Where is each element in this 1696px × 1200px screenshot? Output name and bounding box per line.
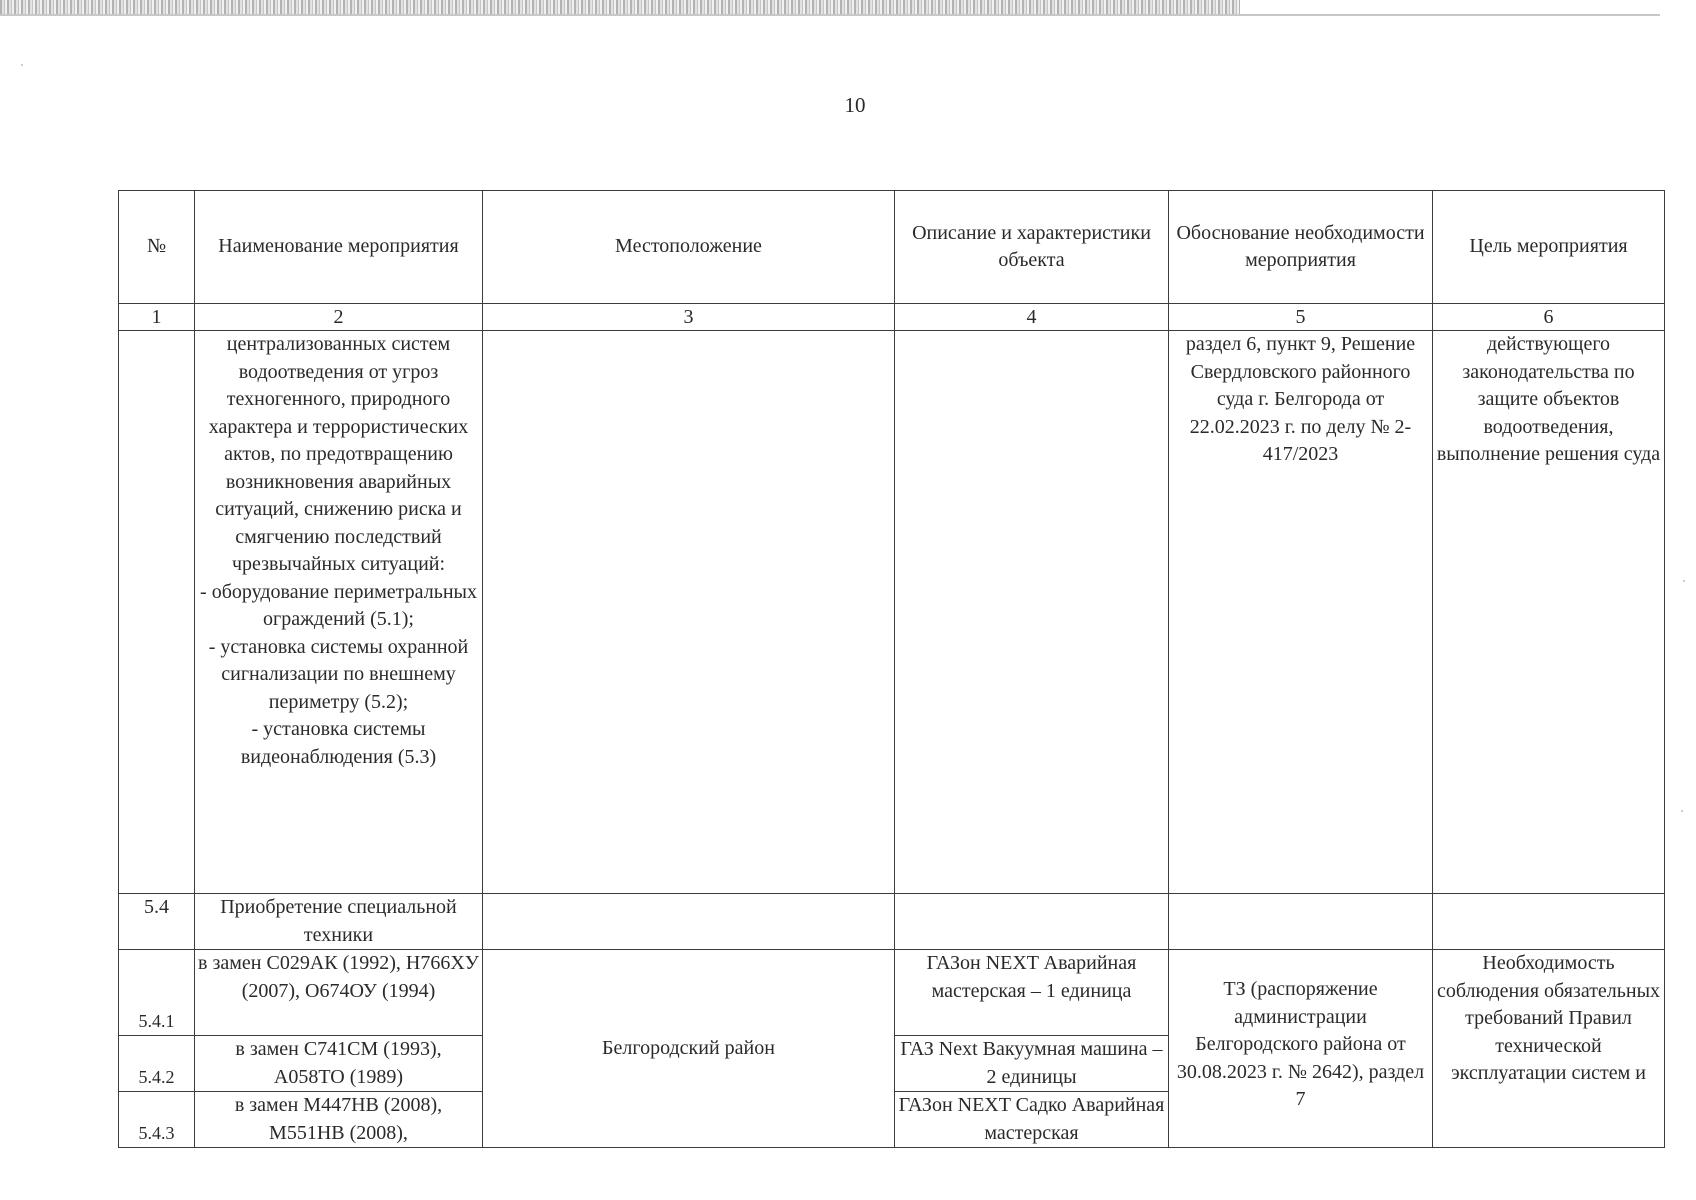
column-number: 2 (195, 304, 483, 331)
cell-justification: ТЗ (распоряжение администрации Белгородского района от 30.08.2023 г. № 2642), раздел 7 (1169, 950, 1433, 1148)
cell-justification-empty (1169, 894, 1433, 950)
cell-measure-name: в замен М447НВ (2008), М551НВ (2008), (195, 1092, 483, 1148)
column-number-row (119, 304, 1665, 331)
header-location: Местоположение (483, 191, 895, 304)
column-number: 1 (119, 304, 195, 331)
scan-artifact-strip (0, 0, 1240, 14)
cell-justification: раздел 6, пункт 9, Решение Свердловского районного суда г. Белгорода от 22.02.2023 г. по делу № 2-417/2023 (1169, 331, 1433, 894)
header-description: Описание и характеристики объекта (895, 191, 1169, 304)
cell-description-empty (895, 894, 1169, 950)
table-row (119, 950, 1665, 1036)
column-number: 4 (895, 304, 1169, 331)
scan-speck (1683, 580, 1685, 582)
cell-description: ГАЗ Next Вакуумная машина – 2 единицы (895, 1036, 1169, 1092)
cell-goal: действующего законодательства по защите объектов водоотведения, выполнение решения суда (1433, 331, 1665, 894)
measures-table (118, 190, 1665, 1148)
table-row (119, 331, 1665, 894)
cell-description-empty (895, 331, 1169, 894)
column-number: 6 (1433, 304, 1665, 331)
column-number: 3 (483, 304, 895, 331)
table-row (119, 894, 1665, 950)
cell-goal: Необходимость соблюдения обязательных требований Правил технической эксплуатации систем и (1433, 950, 1665, 1148)
cell-number: 5.4 (119, 894, 195, 950)
cell-number-empty (119, 331, 195, 894)
cell-description: ГАЗон NEXT Садко Аварийная мастерская (895, 1092, 1169, 1148)
scan-artifact-line (0, 14, 1660, 16)
cell-description: ГАЗон NEXT Аварийная мастерская – 1 единица (895, 950, 1169, 1036)
header-measure-name: Наименование мероприятия (195, 191, 483, 304)
cell-measure-name: централизованных систем водоотведения от угроз техногенного, природного характера и террористических актов, по предотвращению возникновения аварийных ситуаций, снижению риска и смягчению последствий чрезвычайных ситуаций: - оборудование периметральных ограждений (5.1); - установка системы охранной сигнализации по внешнему периметру (5.2); - установка системы видеонаблюдения (5.3) (195, 331, 483, 894)
cell-goal-empty (1433, 894, 1665, 950)
column-number: 5 (1169, 304, 1433, 331)
header-number: № (119, 191, 195, 304)
table-header-row (119, 191, 1665, 304)
cell-measure-name: Приобретение специальной техники (195, 894, 483, 950)
header-goal: Цель мероприятия (1433, 191, 1665, 304)
scan-speck (21, 64, 23, 66)
cell-number: 5.4.1 (119, 950, 195, 1036)
cell-measure-name: в замен С741СМ (1993), А058ТО (1989) (195, 1036, 483, 1092)
cell-measure-name: в замен С029АК (1992), Н766ХУ (2007), О674ОУ (1994) (195, 950, 483, 1036)
header-justification: Обоснование необходимости мероприятия (1169, 191, 1433, 304)
cell-number: 5.4.3 (119, 1092, 195, 1148)
cell-number: 5.4.2 (119, 1036, 195, 1092)
scan-speck (1681, 810, 1683, 812)
cell-location: Белгородский район (483, 950, 895, 1148)
page-number: 10 (844, 93, 866, 117)
cell-location-empty (483, 894, 895, 950)
cell-location-empty (483, 331, 895, 894)
